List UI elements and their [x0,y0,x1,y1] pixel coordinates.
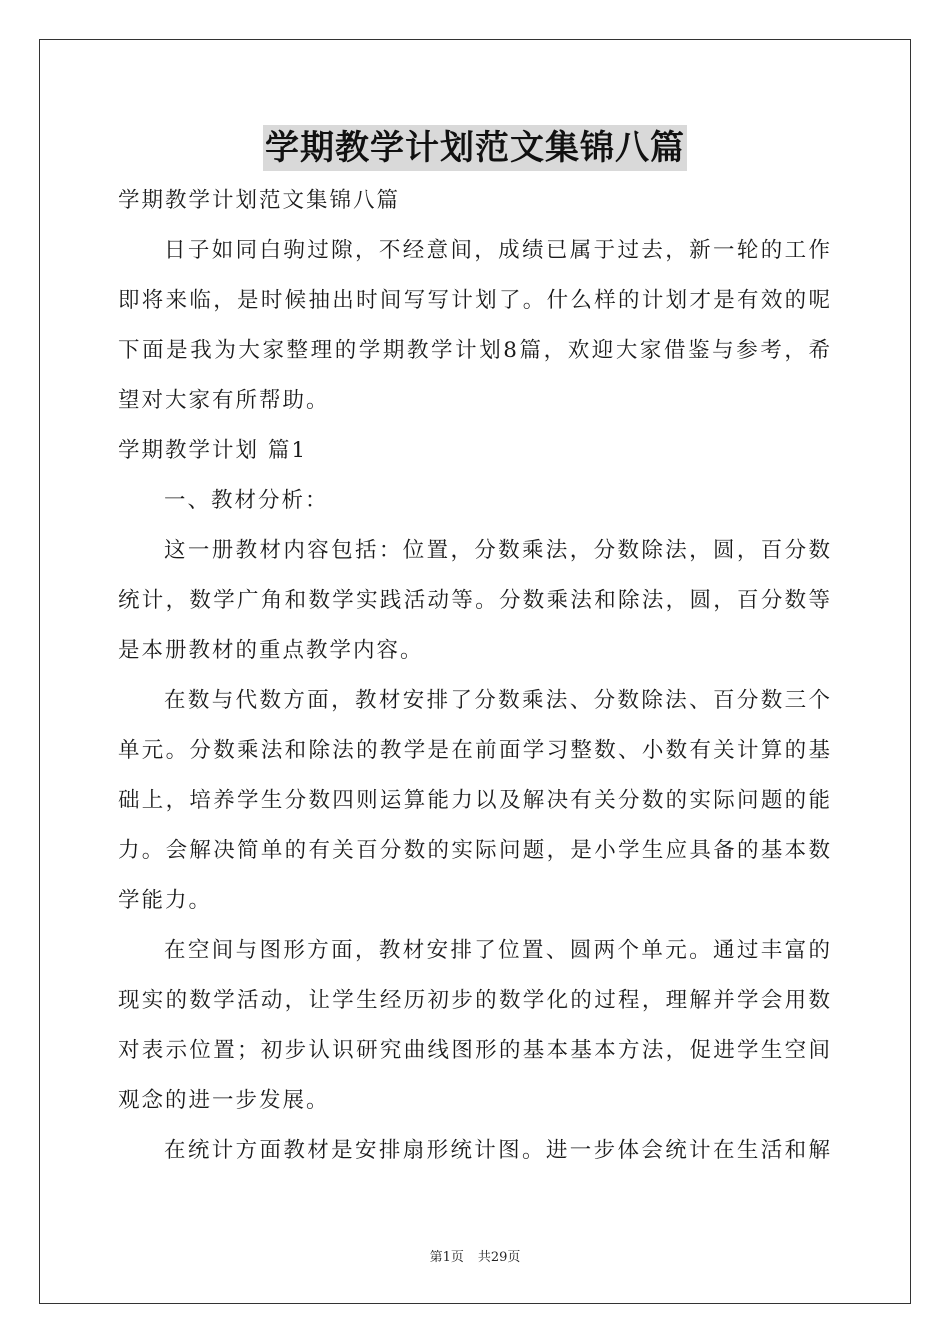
text-line: 望对大家有所帮助。 [118,388,330,413]
text-line: 学能力。 [118,888,213,913]
text-line: 日子如同白驹过隙，不经意间，成绩已属于过去，新一轮的工作 [164,238,832,263]
text-line: 一、教材分析： [164,488,329,513]
text-line: 统计，数学广角和数学实践活动等。分数乘法和除法，圆，百分数等 [118,588,832,613]
text-line: 力。会解决简单的有关百分数的实际问题，是小学生应具备的基本数 [118,838,832,863]
text-line: 学期教学计划 篇1 [118,438,308,463]
text-line: 在空间与图形方面，教材安排了位置、圆两个单元。通过丰富的 [164,938,832,963]
title-area [0,125,950,171]
text-line: 单元。分数乘法和除法的教学是在前面学习整数、小数有关计算的基 [118,738,832,763]
text-line: 础上，培养学生分数四则运算能力以及解决有关分数的实际问题的能 [118,788,832,813]
text-line: 在数与代数方面，教材安排了分数乘法、分数除法、百分数三个 [164,688,832,713]
text-line: 观念的进一步发展。 [118,1088,330,1113]
text-line: 即将来临，是时候抽出时间写写计划了。什么样的计划才是有效的呢 [118,288,832,313]
page-total: 共29页 [477,1250,521,1265]
document-body [118,176,832,1176]
text-line: 是本册教材的重点教学内容。 [118,638,424,663]
text-line: 这一册教材内容包括：位置，分数乘法，分数除法，圆，百分数 [164,538,832,563]
document-title: 学期教学计划范文集锦八篇 [263,125,687,171]
text-line: 对表示位置；初步认识研究曲线图形的基本基本方法，促进学生空间 [118,1038,832,1063]
text-line: 在统计方面教材是安排扇形统计图。进一步体会统计在生活和解 [164,1138,832,1163]
page-footer [0,1246,950,1265]
text-line: 下面是我为大家整理的学期教学计划8篇，欢迎大家借鉴与参考，希 [118,338,832,363]
page-number: 第1页 [429,1250,464,1265]
text-line: 现实的数学活动，让学生经历初步的数学化的过程，理解并学会用数 [118,988,832,1013]
text-line: 学期教学计划范文集锦八篇 [118,188,401,213]
